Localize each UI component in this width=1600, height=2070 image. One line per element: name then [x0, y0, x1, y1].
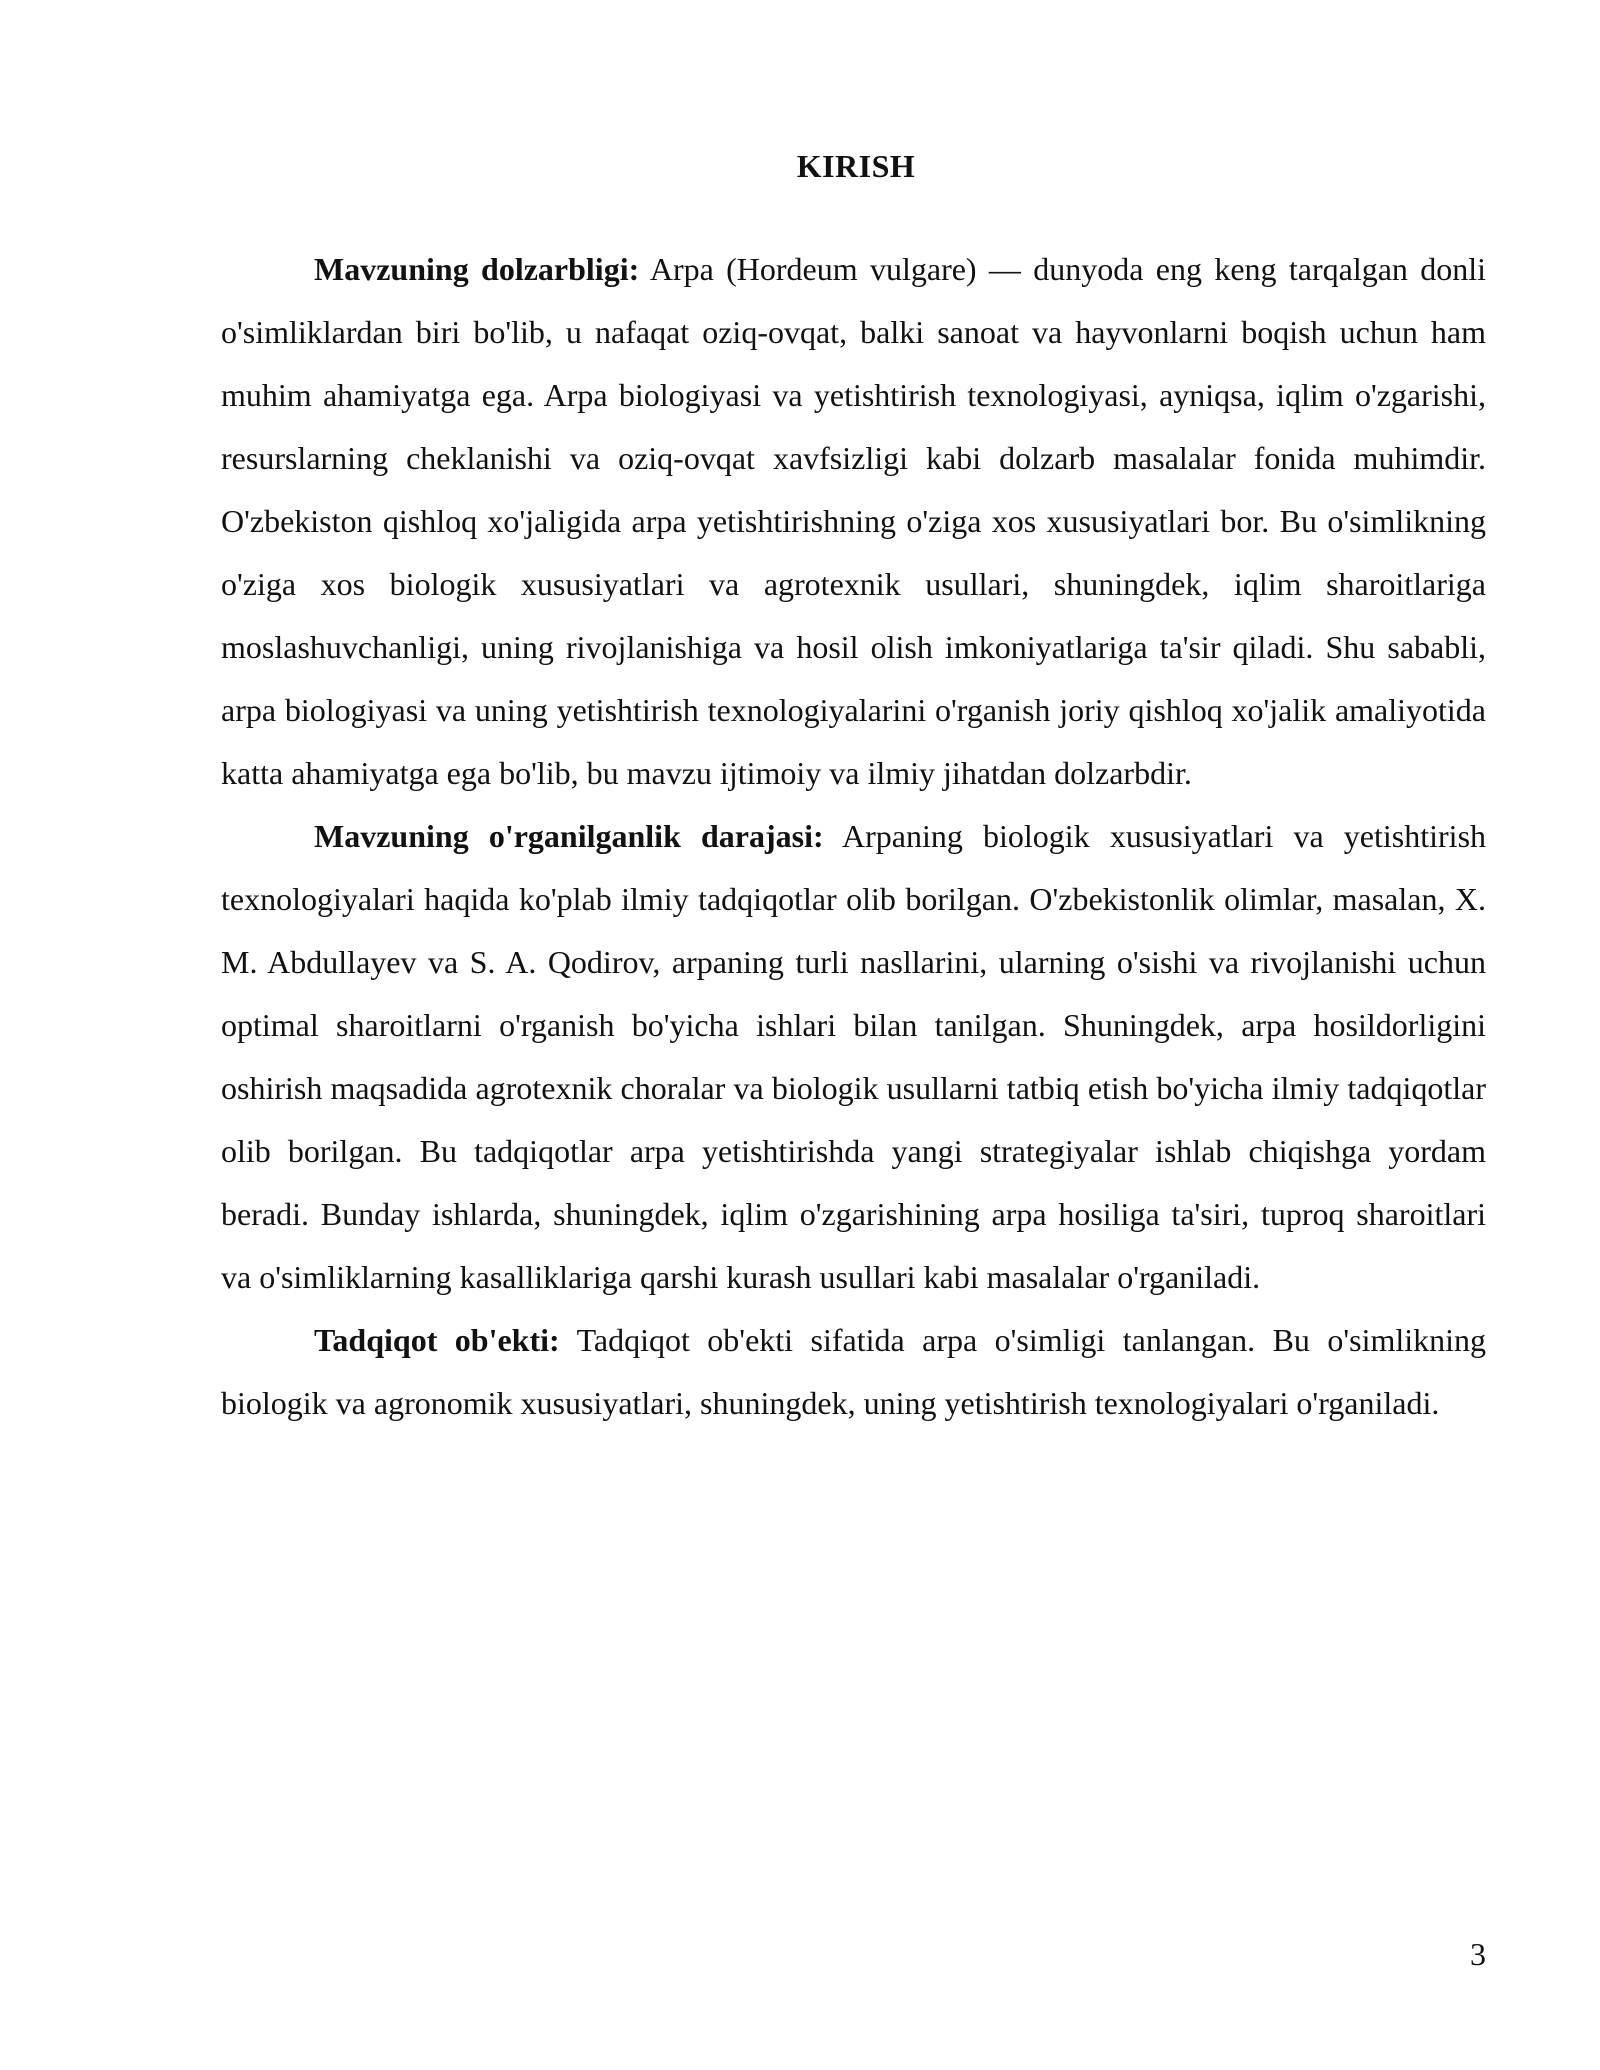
paragraph-text: Tadqiqot ob'ekti sifatida arpa o'simligi tanlangan. Bu o'simlikning biologik va agronomik xususiyatlari, shuningdek, uning yetishtirish texnologiyalari o'rganiladi. [221, 1322, 1487, 1421]
paragraph-label: Mavzuning dolzarbligi: [314, 251, 640, 287]
paragraph-label: Tadqiqot ob'ekti: [314, 1322, 560, 1358]
paragraph-research-object [221, 1309, 1486, 1435]
page-number: 3 [1470, 1936, 1486, 1972]
paragraph-label: Mavzuning o'rganilganlik darajasi: [314, 818, 824, 854]
section-title: KIRISH [796, 148, 916, 184]
paragraph-relevance [221, 238, 1486, 805]
body-text [221, 238, 1486, 1435]
paragraph-text: Arpa (Hordeum vulgare) — dunyoda eng keng tarqalgan donli o'simliklardan biri bo'lib, u nafaqat oziq-ovqat, balki sanoat va hayvonlarni boqish uchun ham muhim ahamiyatga ega. Arpa biologiyasi va yetishtirish texnologiyasi, ayniqsa, iqlim o'zgarishi, resurslarning cheklanishi va oziq-ovqat xavfsizligi kabi dolzarb masalalar fonida muhimdir. O'zbekiston qishloq xo'jaligida arpa yetishtirishning o'ziga xos xususiyatlari bor. Bu o'simlikning o'ziga xos biologik xususiyatlari va agrotexnik usullari, shuningdek, iqlim sharoitlariga moslashuvchanligi, uning rivojlanishiga va hosil olish imkoniyatlariga ta'sir qiladi. Shu sababli, arpa biologiyasi va uning yetishtirish texnologiyalarini o'rganish joriy qishloq xo'jalik amaliyotida katta ahamiyatga ega bo'lib, bu mavzu ijtimoiy va ilmiy jihatdan dolzarbdir. [221, 251, 1487, 791]
paragraph-study-level [221, 805, 1486, 1309]
paragraph-text: Arpaning biologik xususiyatlari va yetishtirish texnologiyalari haqida ko'plab ilmiy tadqiqotlar olib borilgan. O'zbekistonlik olimlar, masalan, X. M. Abdullayev va S. A. Qodirov, arpaning turli nasllarini, ularning o'sishi va rivojlanishi uchun optimal sharoitlarni o'rganish bo'yicha ishlari bilan tanilgan. Shuningdek, arpa hosildorligini oshirish maqsadida agrotexnik choralar va biologik usullarni tatbiq etish bo'yicha ilmiy tadqiqotlar olib borilgan. Bu tadqiqotlar arpa yetishtirishda yangi strategiyalar ishlab chiqishga yordam beradi. Bunday ishlarda, shuningdek, iqlim o'zgarishining arpa hosiliga ta'siri, tuproq sharoitlari va o'simliklarning kasalliklariga qarshi kurash usullari kabi masalalar o'rganiladi. [221, 818, 1487, 1295]
